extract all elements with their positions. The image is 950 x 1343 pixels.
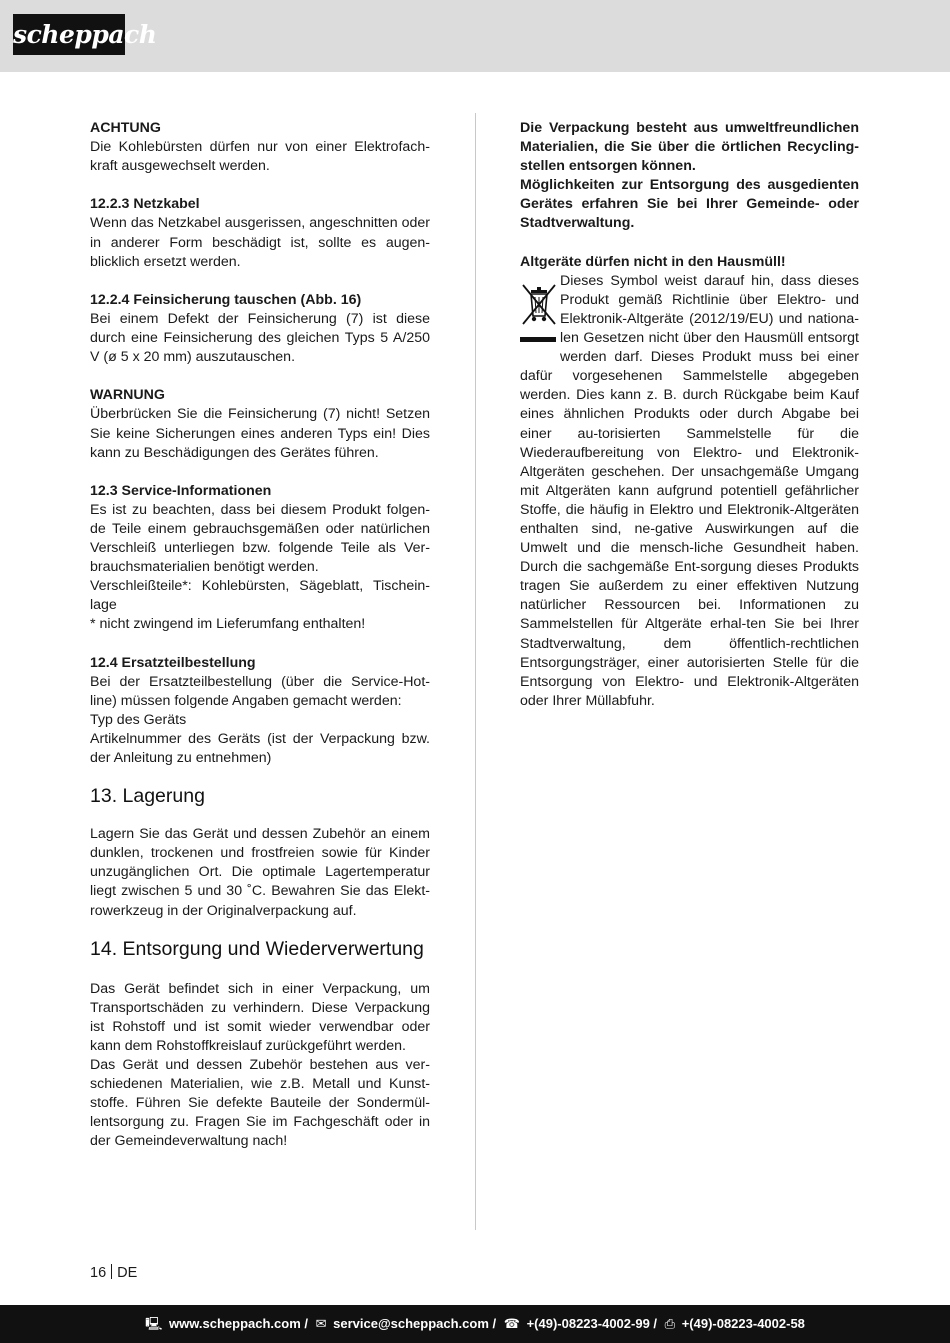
section-12-3-text: Es ist zu beachten, dass bei diesem Produkt folgen-de Teile einem gebrauchsgemäßen oder natürlichen Verschleiß unterliegen bzw. folgende Teile als Ver-brauchsmaterialien benötigt werden. — [90, 501, 430, 576]
footer-email[interactable]: service@scheppach.com / — [333, 1316, 497, 1331]
packaging-note: Die Verpackung besteht aus umweltfreundlichen Materialien, die Sie über die örtlichen Recycling-stellen entsorgen können. — [520, 120, 859, 175]
section-13-text: Lagern Sie das Gerät und dessen Zubehör an einem dunklen, trockenen und frostfreien sowie für Kinder unzugänglichen Ort. Die optimale Lagertemperatur liegt zwischen 5 und 30 ˚C. Bewahren Sie das Elekt-rowerkzeug in der Originalverpackung auf. — [90, 826, 430, 919]
crossed-bin-icon — [520, 280, 560, 352]
page-number-value: 16 — [90, 1265, 107, 1281]
section-12-3-title: 12.3 Service-Informationen — [90, 482, 272, 499]
section-12-3-note: * nicht zwingend im Lieferumfang enthalten! — [90, 616, 366, 633]
section-12-2-4-title: 12.2.4 Feinsicherung tauschen (Abb. 16) — [90, 291, 362, 308]
heading-14-entsorgung: 14. Entsorgung und Wiederverwertung — [90, 937, 424, 960]
weee-bar — [520, 337, 556, 342]
achtung-title: ACHTUNG — [90, 120, 161, 136]
heading-13-lagerung: 13. Lagerung — [90, 785, 205, 808]
right-column — [520, 119, 859, 711]
warnung-title: WARNUNG — [90, 387, 165, 404]
section-12-4-item-article: Artikelnummer des Geräts (ist der Verpackung bzw. der Anleitung zu entnehmen) — [90, 731, 430, 767]
disposal-note: Möglichkeiten zur Entsorgung des ausgedienten Gerätes erfahren Sie bei Ihrer Gemeinde- oder Stadtverwaltung. — [520, 177, 859, 232]
section-12-2-4-text: Bei einem Defekt der Feinsicherung (7) ist diese durch eine Feinsicherung des gleichen Typs 5 A/250 V (ø 5 x 20 mm) auszutauschen. — [90, 310, 430, 366]
page-footer — [0, 1305, 950, 1343]
warnung-text: Überbrücken Sie die Feinsicherung (7) nicht! Setzen Sie keine Sicherungen eines anderen Typs ein! Dies kann zu Beschädigungen des Gerätes führen. — [90, 406, 430, 461]
altgeraete-title: Altgeräte dürfen nicht in den Hausmüll! — [520, 253, 786, 270]
footer-web[interactable]: www.scheppach.com / — [169, 1316, 308, 1331]
page-language: DE — [117, 1265, 138, 1281]
achtung-text: Die Kohlebürsten dürfen nur von einer Elektrofach-kraft ausgewechselt werden. — [90, 139, 430, 175]
footer-contact-line — [0, 1305, 950, 1343]
page-header — [0, 0, 950, 72]
section-12-3-wear-parts: Verschleißteile*: Kohlebürsten, Sägeblatt, Tischein-lage — [90, 578, 430, 614]
section-12-4-item-type: Typ des Geräts — [90, 711, 187, 728]
left-column — [90, 119, 430, 1152]
section-12-4-text: Bei der Ersatzteilbestellung (über die Service-Hot-line) müssen folgende Angaben gemacht werden: — [90, 673, 430, 709]
weee-block — [520, 272, 859, 711]
section-14-text-2: Das Gerät und dessen Zubehör bestehen aus ver-schiedenen Materialien, wie z.B. Metall und Kunst-stoffe. Führen Sie defekte Bauteile der Sondermül-lentsorgung zu. Fragen Sie im Fachgeschäft oder in der Gemeindeverwaltung nach! — [90, 1057, 430, 1150]
column-divider — [475, 113, 476, 1230]
section-14-text-1: Das Gerät befindet sich in einer Verpackung, um Transportschäden zu verhindern. Diese Verpackung ist Rohstoff und ist somit wieder verwendbar oder kann dem Rohstoffkreislauf zurückgeführt werden. — [90, 980, 430, 1054]
section-12-4-title: 12.4 Ersatzteilbestellung — [90, 654, 256, 671]
brand-logo: scheppach — [13, 14, 125, 55]
fax-icon: ⎙ — [664, 1316, 676, 1331]
page-number — [90, 1264, 137, 1283]
email-icon: ✉ — [315, 1316, 327, 1331]
phone-icon: ☎ — [503, 1316, 520, 1331]
footer-phone[interactable]: +(49)-08223-4002-99 / — [526, 1316, 658, 1331]
section-12-2-3-title: 12.2.3 Netzkabel — [90, 196, 200, 213]
altgeraete-text: Dieses Symbol weist darauf hin, dass dieses Produkt gemäß Richtlinie über Elektro- und Elektronik-Altgeräte (2012/19/EU) und nationa-len Gesetzen nicht über den Hausmüll entsorgt werden darf. Dieses Produkt muss bei einer dafür vorgesehenen Sammelstelle abgegeben werden. Dies kann z. B. durch Rückgabe beim Kauf eines ähnlichen Produkts oder durch Abgabe bei einer au-torisierten Sammelstelle für die Wiederaufbereitung von Elektro- und Elektronik-Altgeräten geschehen. Der unsachgemäße Umgang mit Altgeräten kann aufgrund potentiell gefährlicher Stoffe, die häufig in Elektro und Elektronik-Altgeräten enthalten sind, ne-gative Auswirkungen auf die Umwelt und die mensch-liche Gesundheit haben. Durch die sachgemäße Ent-sorgung dieses Produkts tragen Sie außerdem zu einer effektiven Nutzung natürlicher Ressourcen bei. Informationen zu Sammelstellen für Altgeräte erhal-ten Sie bei Ihrer Stadtverwaltung, dem öffentlich-rechtlichen Entsorgungsträger, einer autorisierten Stelle für die Entsorgung von Elektro- und Elektronik-Altgeräten oder Ihrer Müllabfuhr. — [520, 272, 859, 709]
computer-icon: 🖳 — [145, 1316, 163, 1331]
footer-fax[interactable]: +(49)-08223-4002-58 — [681, 1316, 805, 1331]
section-12-2-3-text: Wenn das Netzkabel ausgerissen, angeschnitten oder in anderer Form beschädigt ist, sollte es augen-blicklich ersetzt werden. — [90, 215, 430, 270]
